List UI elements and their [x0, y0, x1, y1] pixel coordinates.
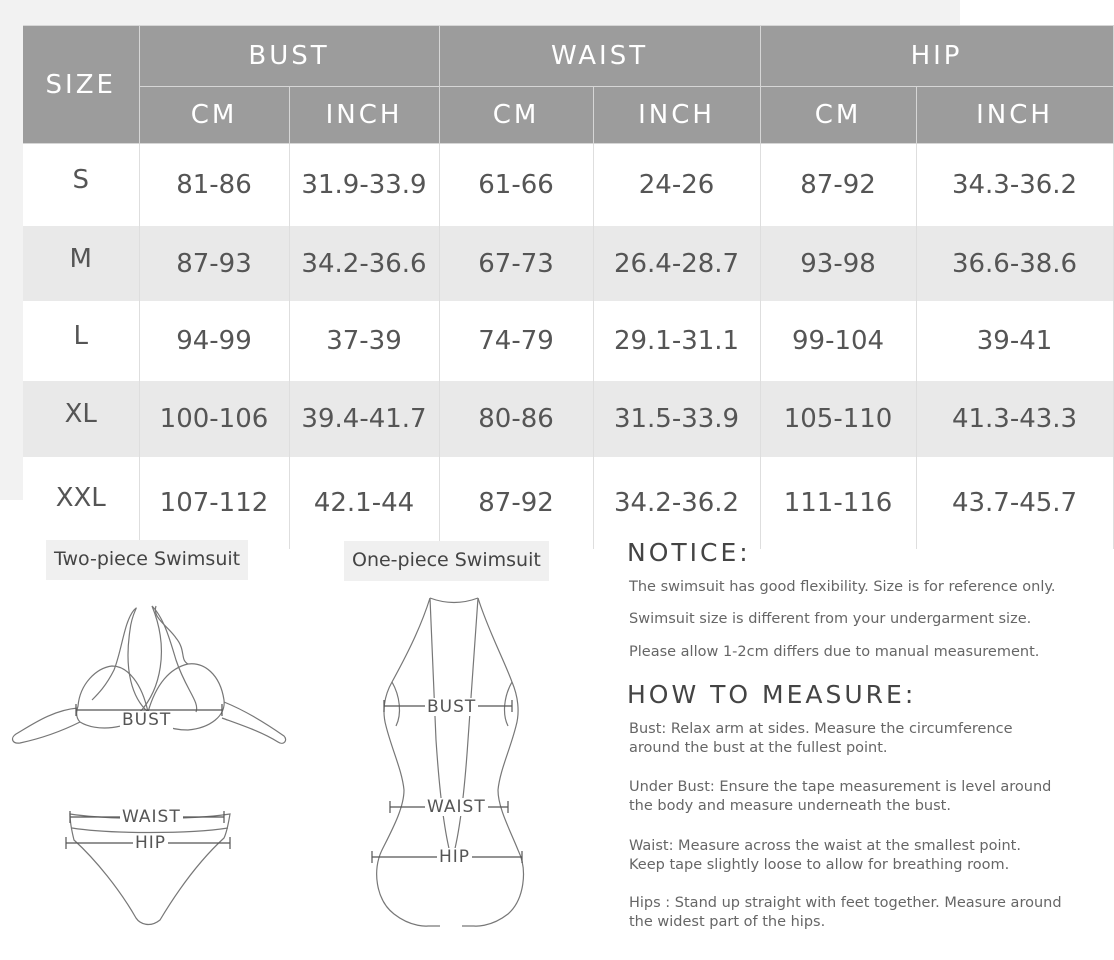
- notice-line: Swimsuit size is different from your undergarment size.: [629, 611, 1032, 627]
- waist-cm-cell: 74-79: [439, 301, 593, 381]
- waist-cm-cell: 87-92: [439, 457, 593, 549]
- size-cell: L: [23, 301, 139, 381]
- hip-cm-cell: 87-92: [760, 144, 916, 227]
- notice-heading: NOTICE:: [627, 538, 751, 567]
- bust-cm-cell: 94-99: [139, 301, 289, 381]
- hip-inch-cell: 43.7-45.7: [916, 457, 1113, 549]
- waist-inch-cell: 24-26: [593, 144, 760, 227]
- how-to-measure-heading: HOW TO MEASURE:: [627, 680, 917, 709]
- bikini-bottom-drawing: [70, 814, 230, 924]
- measure-hips-line1: Hips : Stand up straight with feet together. Measure around: [629, 895, 1062, 911]
- bust-inch-cell: 42.1-44: [289, 457, 439, 549]
- two-piece-caption: Two-piece Swimsuit: [46, 540, 248, 580]
- bikini-top-drawing: [13, 606, 286, 960]
- waist-inch-cell: 34.2-36.2: [593, 457, 760, 549]
- hip-cm-cell: 99-104: [760, 301, 916, 381]
- measure-hips-line2: the widest part of the hips.: [629, 914, 826, 930]
- table-row: [23, 381, 1113, 457]
- hip-inch-header: INCH: [916, 87, 1113, 144]
- bust-cm-header: CM: [139, 87, 289, 144]
- table-row: [23, 144, 1113, 227]
- hip-cm-cell: 111-116: [760, 457, 916, 549]
- bust-cm-cell: 81-86: [139, 144, 289, 227]
- size-column-header: SIZE: [23, 26, 139, 144]
- size-cell: XL: [23, 381, 139, 457]
- notice-line: The swimsuit has good flexibility. Size is for reference only.: [629, 579, 1056, 595]
- size-cell: XXL: [23, 457, 139, 549]
- measure-underbust-line1: Under Bust: Ensure the tape measurement is level around: [629, 779, 1052, 795]
- two-piece-waist-label: WAIST: [122, 807, 181, 827]
- bust-inch-cell: 37-39: [289, 301, 439, 381]
- waist-inch-header: INCH: [593, 87, 760, 144]
- table-row: [23, 226, 1113, 301]
- one-piece-drawing: [377, 598, 524, 926]
- hip-inch-cell: 41.3-43.3: [916, 381, 1113, 457]
- size-table: [23, 25, 1114, 549]
- bust-inch-cell: 34.2-36.6: [289, 226, 439, 301]
- hip-cm-header: CM: [760, 87, 916, 144]
- waist-inch-cell: 29.1-31.1: [593, 301, 760, 381]
- size-cell: S: [23, 144, 139, 227]
- measure-waist-line1: Waist: Measure across the waist at the smallest point.: [629, 838, 1021, 854]
- measure-bust-line2: around the bust at the fullest point.: [629, 740, 888, 756]
- waist-inch-cell: 26.4-28.7: [593, 226, 760, 301]
- bust-inch-cell: 31.9-33.9: [289, 144, 439, 227]
- measure-underbust-line2: the body and measure underneath the bust.: [629, 798, 951, 814]
- waist-cm-cell: 80-86: [439, 381, 593, 457]
- size-cell: M: [23, 226, 139, 301]
- waist-cm-cell: 67-73: [439, 226, 593, 301]
- hip-cm-cell: 105-110: [760, 381, 916, 457]
- one-piece-waist-label: WAIST: [427, 797, 486, 817]
- one-piece-bust-label: BUST: [427, 697, 477, 717]
- measure-bust-line1: Bust: Relax arm at sides. Measure the circumference: [629, 721, 1013, 737]
- two-piece-bust-label: BUST: [122, 710, 172, 730]
- hip-inch-cell: 39-41: [916, 301, 1113, 381]
- bust-inch-header: INCH: [289, 87, 439, 144]
- hip-inch-cell: 34.3-36.2: [916, 144, 1113, 227]
- waist-group-header: WAIST: [439, 26, 760, 87]
- one-piece-hip-label: HIP: [439, 847, 471, 867]
- bust-group-header: BUST: [139, 26, 439, 87]
- hip-cm-cell: 93-98: [760, 226, 916, 301]
- hip-inch-cell: 36.6-38.6: [916, 226, 1113, 301]
- notice-line: Please allow 1-2cm differs due to manual measurement.: [629, 644, 1040, 660]
- bust-cm-cell: 100-106: [139, 381, 289, 457]
- waist-cm-header: CM: [439, 87, 593, 144]
- waist-cm-cell: 61-66: [439, 144, 593, 227]
- bust-cm-cell: 107-112: [139, 457, 289, 549]
- one-piece-caption: One-piece Swimsuit: [344, 541, 549, 581]
- two-piece-hip-label: HIP: [135, 833, 167, 853]
- bust-inch-cell: 39.4-41.7: [289, 381, 439, 457]
- bust-cm-cell: 87-93: [139, 226, 289, 301]
- hip-group-header: HIP: [760, 26, 1113, 87]
- table-row: [23, 301, 1113, 381]
- waist-inch-cell: 31.5-33.9: [593, 381, 760, 457]
- measure-waist-line2: Keep tape slightly loose to allow for breathing room.: [629, 857, 1010, 873]
